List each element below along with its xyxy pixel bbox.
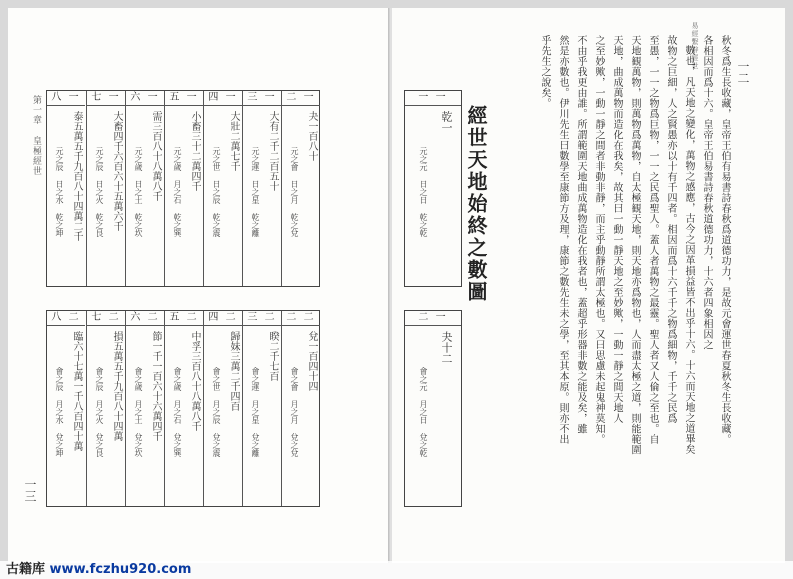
body-text-column: 各相因而爲十六。皇帝王伯易書詩春秋道德功力，十六者四象相因之 <box>701 35 712 350</box>
column-header: 四 二 <box>204 311 242 326</box>
table-column <box>281 311 320 506</box>
hexagram-value: 夬一百八十 <box>306 111 317 161</box>
hexagram-value: 損五萬五千九百八十四萬 <box>111 331 122 441</box>
top-numbers-table <box>46 90 320 287</box>
body-text-column: 故物之巨細，人之賢愚亦以十有千四者。相因而爲十六千千之物爲細物，千千之民爲 <box>665 35 676 424</box>
body-text-column: 不由乎我更由誰。所謂範圍天地曲成萬物造化在我者也，蓋超乎形器非數之能及矣，雖 <box>575 35 586 434</box>
hexagram-note: 元之辰 日之火 乾之艮 <box>95 147 104 237</box>
table-column <box>125 311 164 506</box>
column-header: 六 一 <box>126 91 164 106</box>
hexagram-value: 大有二千二百五十 <box>267 111 278 191</box>
table-column <box>164 311 203 506</box>
hexagram-note: 會之會 月之月 兌之兌 <box>290 367 299 457</box>
watermark-bar <box>0 561 793 579</box>
table-column <box>203 311 242 506</box>
column-header: 三 二 <box>243 311 281 326</box>
column-header: 二 一 <box>282 91 320 106</box>
left-folio: 一三 <box>23 478 37 502</box>
column-header: 二 一 <box>405 311 461 326</box>
hexagram-note: 元之運 日之星 乾之離 <box>251 147 260 237</box>
body-text-column: 至愚，一一之物爲巨物，一一之民爲聖人。蓋人者萬物之最靈。聖人者又人倫之至也。自 <box>647 35 658 445</box>
chart-title: 經世天地始終之數圖 <box>464 105 488 303</box>
column-header: 六 二 <box>126 311 164 326</box>
hexagram-value: 泰五萬五千九百八十四萬二千 <box>71 111 82 241</box>
hexagram-value: 需三百八十八萬八千 <box>150 111 161 201</box>
hexagram-note: 元之元 日之日 乾之乾 <box>419 147 428 237</box>
hexagram-value: 小畜三十二萬四千 <box>189 111 200 191</box>
hexagram-value: 中孚三百八十八萬八千 <box>189 331 200 431</box>
hexagram-note: 會之元 月之日 兌之乾 <box>419 367 428 457</box>
hexagram-value: 大壯二萬七千 <box>228 111 239 171</box>
table-column <box>125 91 164 286</box>
table-column <box>242 91 281 286</box>
watermark <box>6 558 191 577</box>
hexagram-value: 歸妹三萬二千四百 <box>228 331 239 411</box>
hexagram-note: 元之會 日之月 乾之兌 <box>290 147 299 237</box>
right-bottom-table <box>404 310 462 507</box>
body-text-column: 乎先生之說矣。 <box>539 35 550 109</box>
hexagram-note: 元之辰 日之水 乾之坤 <box>55 147 64 237</box>
hexagram-value: 大畜四千六百六十五萬六千 <box>111 111 122 231</box>
column-header: 五 二 <box>165 311 203 326</box>
right-top-table <box>404 90 462 287</box>
column-header: 三 一 <box>243 91 281 106</box>
hexagram-note: 會之辰 月之火 兌之艮 <box>95 367 104 457</box>
hexagram-note: 元之歲 日之土 乾之坎 <box>134 147 143 237</box>
hexagram-value: 節一千一百六十六萬四千 <box>150 331 161 441</box>
hexagram-value: 兌一百四十四 <box>306 331 317 391</box>
table-column <box>164 91 203 286</box>
hexagram-note: 元之世 日之辰 乾之震 <box>212 147 221 237</box>
bottom-numbers-table <box>46 310 320 507</box>
table-column <box>47 91 85 286</box>
column-header: 二 二 <box>282 311 320 326</box>
column-header: 四 一 <box>204 91 242 106</box>
hexagram-note: 會之歲 月之土 兌之坎 <box>134 367 143 457</box>
watermark-site-name: 古籍库 <box>6 562 46 577</box>
body-text-column: 之至妙歟，一動一靜之間者非動非靜，而主乎動靜所謂太極也。又曰思慮未起鬼神莫知。 <box>593 35 604 445</box>
hexagram-value: 夬十二 <box>440 331 453 364</box>
running-head: 易經繫辭經世 <box>691 22 699 70</box>
column-header: 七 二 <box>87 311 125 326</box>
hexagram-value: 乾一 <box>440 111 453 133</box>
hexagram-note: 元之歲 月之石 乾之巽 <box>173 147 182 237</box>
table-column <box>281 91 320 286</box>
right-folio: 一二 <box>736 60 750 84</box>
column-header: 一 一 <box>405 91 461 106</box>
hexagram-value: 睽二千七百 <box>267 331 278 381</box>
chapter-side-label: 第一章 皇極經世 <box>31 95 41 176</box>
column-header: 五 一 <box>165 91 203 106</box>
hexagram-note: 會之運 月之星 兌之離 <box>251 367 260 457</box>
body-text-column: 數也，凡天地之變化，萬物之感應，古今之因革損益皆不出乎十六。十六而天地之道畢矣 <box>683 45 694 455</box>
table-column <box>242 311 281 506</box>
hexagram-note: 會之歲 月之石 兌之巽 <box>173 367 182 457</box>
table-column <box>47 311 85 506</box>
body-text-column: 天地，曲成萬物而造化在我矣，故其曰一動一靜天地之至妙歟，一動一靜之間天地人 <box>611 35 622 424</box>
table-column <box>86 311 125 506</box>
column-header: 八 二 <box>47 311 85 326</box>
table-column <box>203 91 242 286</box>
column-header: 八 一 <box>47 91 85 106</box>
hexagram-note: 會之世 月之辰 兌之震 <box>212 367 221 457</box>
hexagram-note: 會之辰 月之水 兌之坤 <box>55 367 64 457</box>
column-header: 七 一 <box>87 91 125 106</box>
body-text-column: 然是亦數也。伊川先生曰數學至康節方及理，康節之數先生未之學，至其本原。則亦不出 <box>557 35 568 445</box>
body-text-column: 天地観萬物，則萬物爲萬物，自太極観天地，則天地亦爲物也，人而盡太極之道，則能範圍 <box>629 35 640 455</box>
hexagram-value: 臨六十七萬一千八百四十萬 <box>71 331 82 451</box>
watermark-url: www.fczhu920.com <box>49 562 192 577</box>
body-text-column: 秋冬爲生長收藏，皇帝王伯有易書詩春秋爲道德功力，是故元會運世春夏秋冬生長收藏。 <box>719 35 730 445</box>
table-column <box>86 91 125 286</box>
